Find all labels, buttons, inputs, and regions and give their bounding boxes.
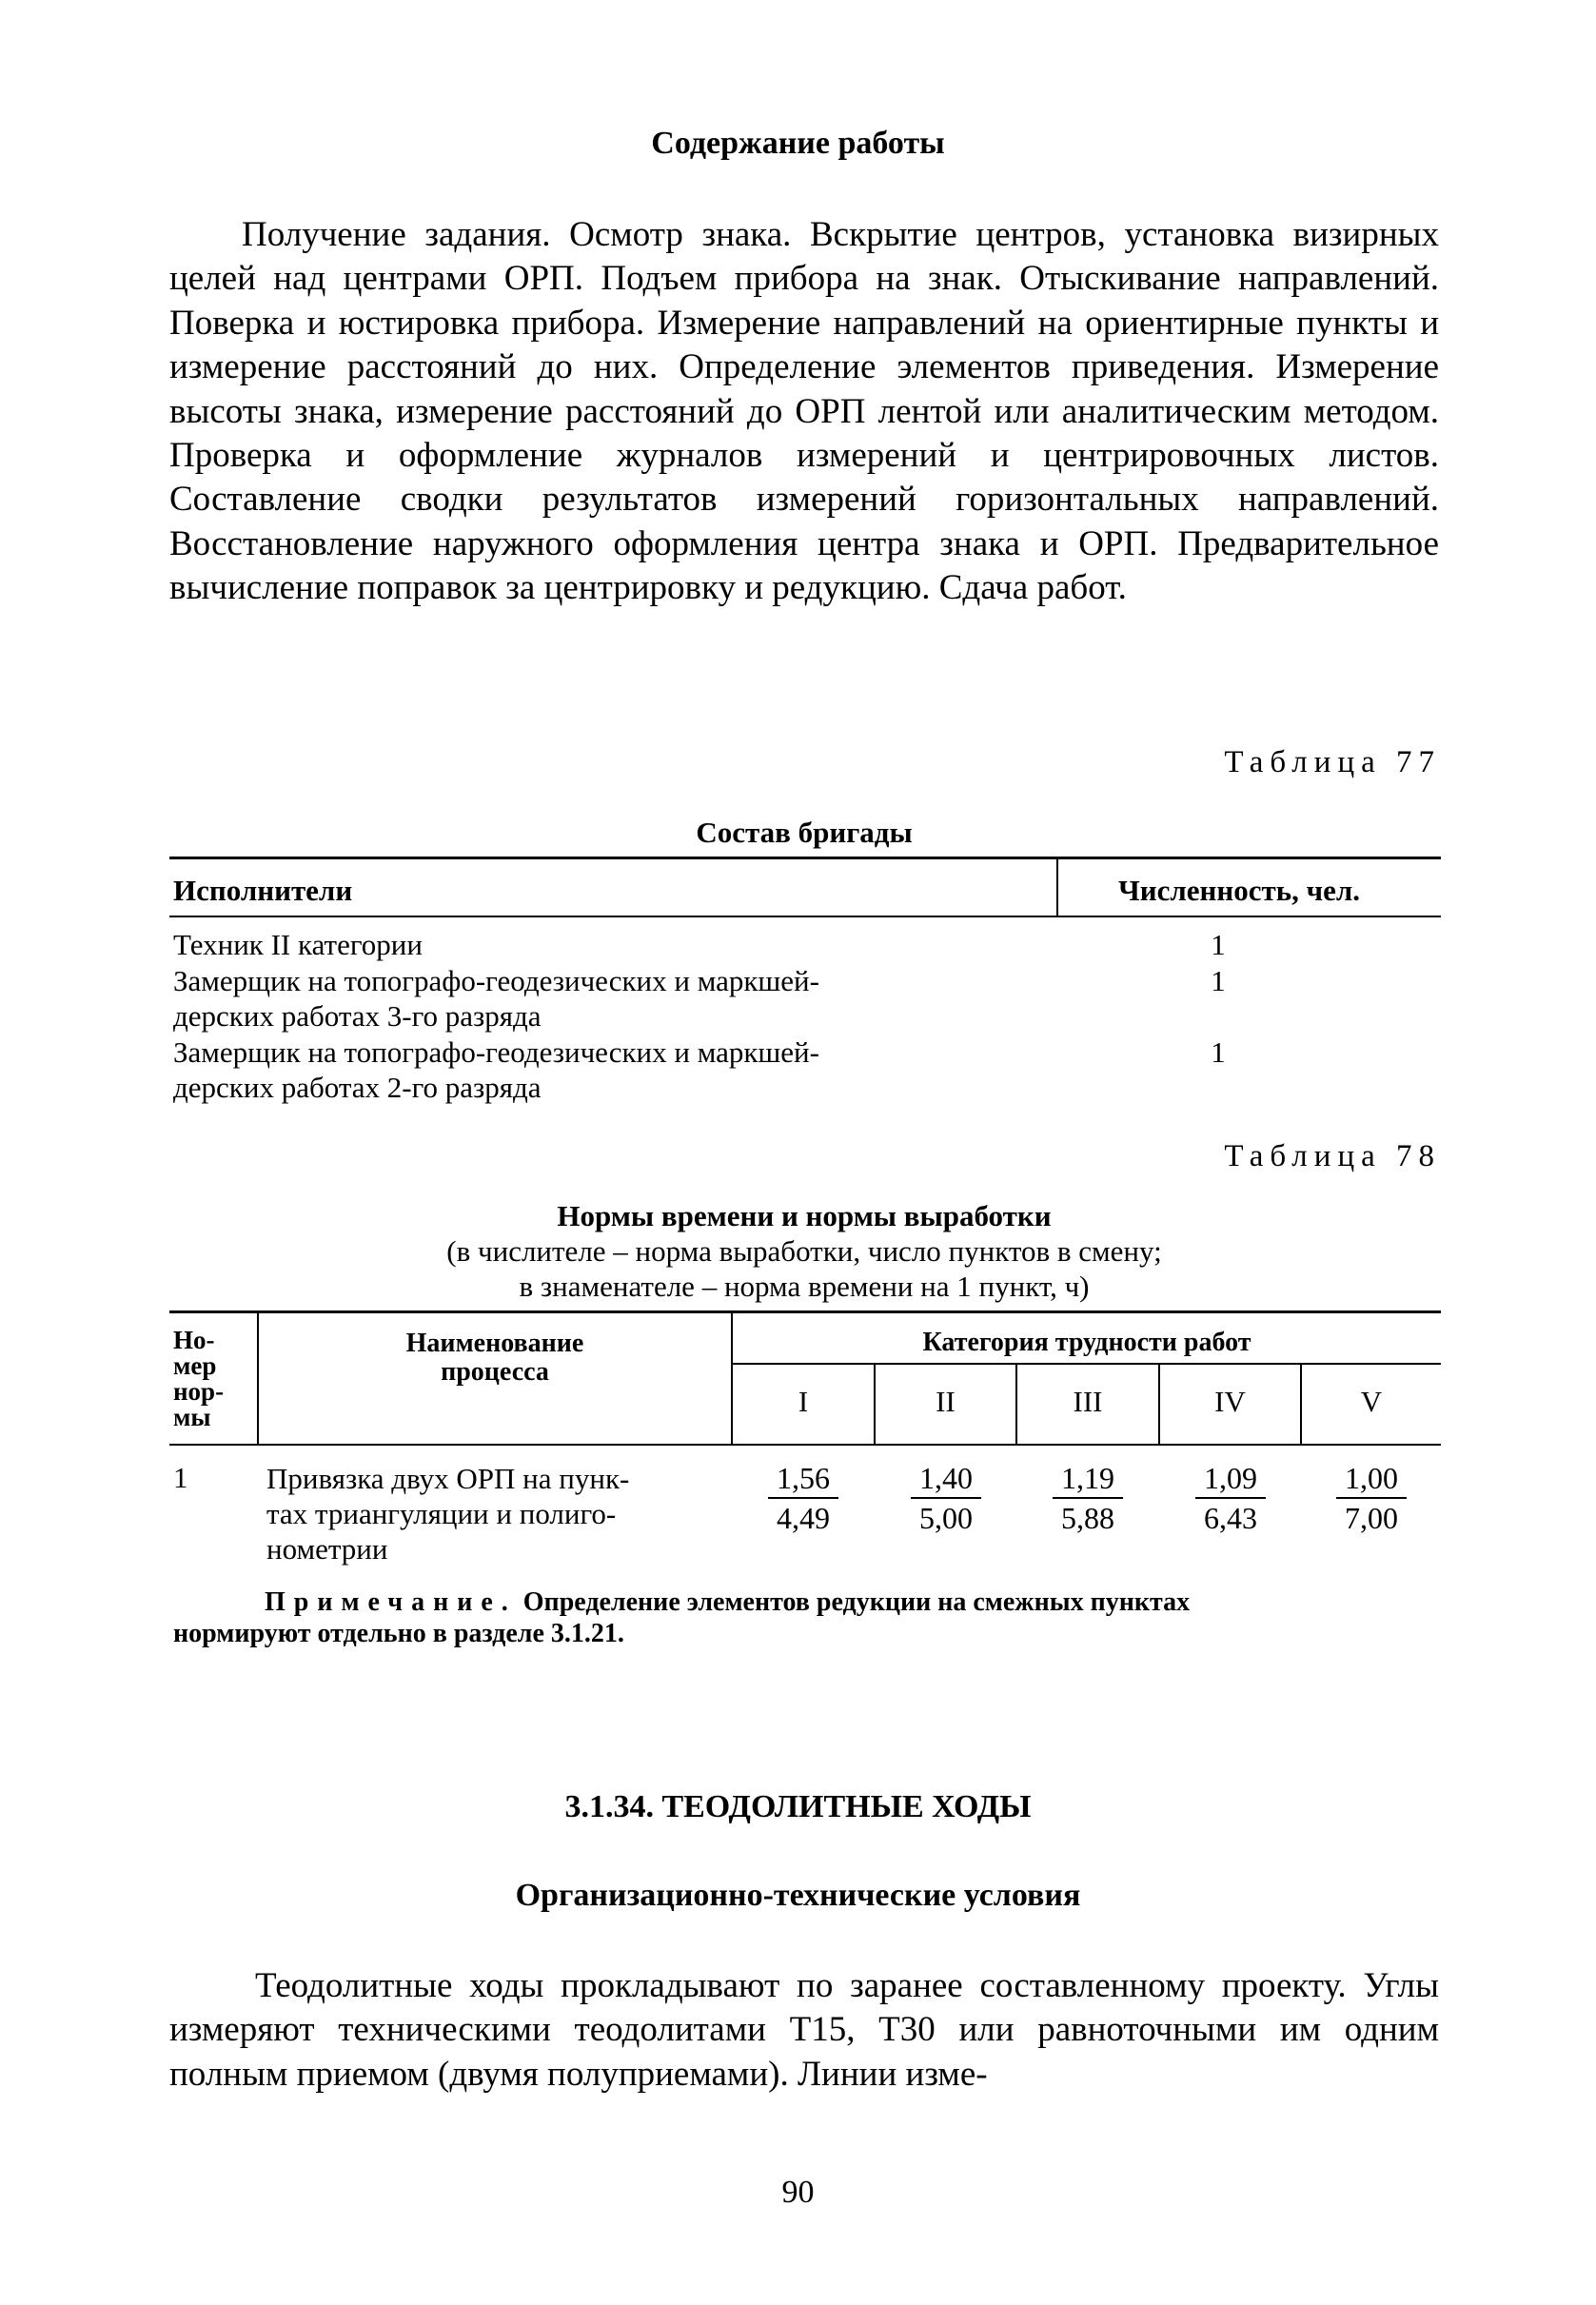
table-78-note-line2: нормируют отдельно в разделе 3.1.21. — [173, 1619, 624, 1648]
page-number: 90 — [781, 2175, 815, 2210]
table-78-title: Нормы времени и нормы выработки — [557, 1199, 1052, 1232]
table-77-row-3-count: 1 — [1211, 1035, 1226, 1069]
norm-category-III: $\frac{1,19}{5,88}$ — [1045, 1461, 1131, 1535]
work-content-paragraph: Получение задания. Осмотр знака. Вскрытие центров, установка визирных целей над центрами ОРП. Подъем прибора на знак. Отыскивание направлений. Поверка и юстировка прибора. Измерение направлений на ориентирные пункты и измерение расстояний до них. Определение элементов приведения. Измерение высоты знака, измерение расстояний до ОРП лентой или аналитическим методом. Проверка и оформление журналов измерений и центрировочных листов. Составление сводки результатов измерений горизонтальных направлений. Восстановление наружного оформления центра знака и ОРП. Предварительное вычисление поправок за центрировку и редукцию. Сдача работ. — [169, 215, 1439, 608]
table-77-title: Состав бригады — [696, 816, 913, 849]
norm-category-IV: $\frac{1,09}{6,43}$ — [1188, 1461, 1273, 1535]
table-77-row-1-count: 1 — [1211, 928, 1226, 961]
table-78-category-I: I — [798, 1385, 809, 1418]
norm-category-V: $\frac{1,00}{7,00}$ — [1329, 1461, 1414, 1535]
section-heading-theodolite-traverses: 3.1.34. ТЕОДОЛИТНЫЕ ХОДЫ — [564, 1789, 1032, 1824]
table-77-row-2-role-line1: Замерщик на топографо-геодезических и маркшей- — [173, 964, 819, 997]
section-heading-work-content: Содержание работы — [651, 126, 945, 161]
table-77-header-executors: Исполнители — [173, 874, 353, 907]
subheading-organizational-conditions: Организационно-технические условия — [515, 1878, 1081, 1913]
table-78-subtitle-line1: (в числителе – норма выработки, число пунктов в смену; — [446, 1234, 1162, 1268]
table-78-header-number: Но- мер нор- мы — [173, 1326, 225, 1431]
table-78-header-category: Категория трудности работ — [922, 1328, 1251, 1357]
norm-category-I: $\frac{1,56}{4,49}$ — [760, 1461, 846, 1535]
table-77-top-rule — [169, 857, 1441, 859]
table-77-row-3-role-line2: дерских работах 2-го разряда — [173, 1071, 542, 1104]
table-78-category-IV: IV — [1214, 1385, 1246, 1418]
table-77-row-1-role: Техник II категории — [173, 928, 423, 961]
table-78-caption: Таблица 78 — [1224, 1139, 1441, 1173]
table-78-category-III: III — [1073, 1385, 1103, 1418]
table-77-header-rule — [169, 916, 1441, 917]
table-78-category-V: V — [1360, 1385, 1383, 1418]
table-77-row-3-role-line1: Замерщик на топографо-геодезических и маркшей- — [173, 1035, 819, 1069]
table-78-top-rule — [169, 1310, 1441, 1313]
table-78-header-rule — [169, 1444, 1441, 1446]
table-78-note: Примечание. Определение элементов редукции на смежных пунктах — [265, 1587, 1191, 1617]
table-78-row-1-number: 1 — [173, 1461, 188, 1494]
norm-category-II: $\frac{1,40}{5,00}$ — [903, 1461, 989, 1535]
theodolite-paragraph: Теодолитные ходы прокладывают по заранее составленному проекту. Углы измеряют техническими теодолитами Т15, Т30 или равноточными им одним полным приемом (двумя полуприемами). Линии изме- — [169, 1966, 1439, 2094]
table-78-category-rule — [731, 1363, 1441, 1365]
table-77-row-2-role-line2: дерских работах 3-го разряда — [173, 999, 542, 1033]
table-78-header-process: Наименование процесса — [405, 1329, 584, 1387]
table-77-header-count: Численность, чел. — [1117, 874, 1360, 907]
table-78-row-1-process: Привязка двух ОРП на пунк- тах триангуляции и полиго- нометрии — [266, 1462, 630, 1566]
table-77-row-2-count: 1 — [1211, 964, 1226, 997]
table-78-subtitle-line2: в знаменателе – норма времени на 1 пункт, ч) — [519, 1270, 1090, 1303]
table-78-category-II: II — [936, 1385, 956, 1418]
table-77-caption: Таблица 77 — [1224, 745, 1441, 779]
